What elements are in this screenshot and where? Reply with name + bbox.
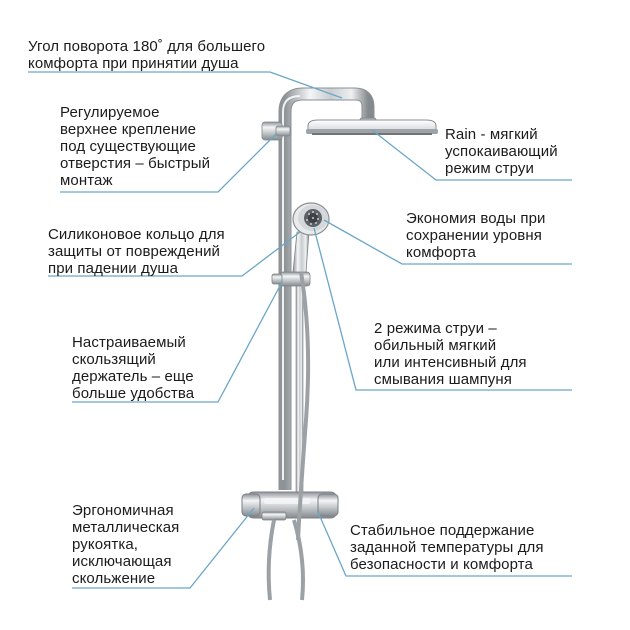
rain-shower-head xyxy=(306,118,438,135)
callout-silicone: Силиконовое кольцо для защиты от повреждений при падении душа xyxy=(48,226,225,277)
thermostat xyxy=(242,492,338,520)
hand-shower xyxy=(293,203,329,272)
callout-holder: Настраиваемый скользящий держатель – еще больше удобства xyxy=(72,334,195,402)
callout-economy: Экономия воды при сохранении уровня комфорта xyxy=(406,210,546,261)
callout-mount: Регулируемое верхнее крепление под существующие отверстия – быстрый монтаж xyxy=(60,104,211,189)
callout-modes: 2 режима струи – обильный мягкий или интенсивный для смывания шампуня xyxy=(374,320,527,388)
callout-thermostat: Стабильное поддержание заданной температуры для безопасности и комфорта xyxy=(350,522,544,573)
callout-handle: Эргономичная металлическая рукоятка, исключающая скольжение xyxy=(72,502,180,587)
callout-rain: Rain - мягкий успокаивающий режим струи xyxy=(445,126,558,177)
callout-rotation: Угол поворота 180˚ для большего комфорта при принятии душа xyxy=(28,38,266,72)
